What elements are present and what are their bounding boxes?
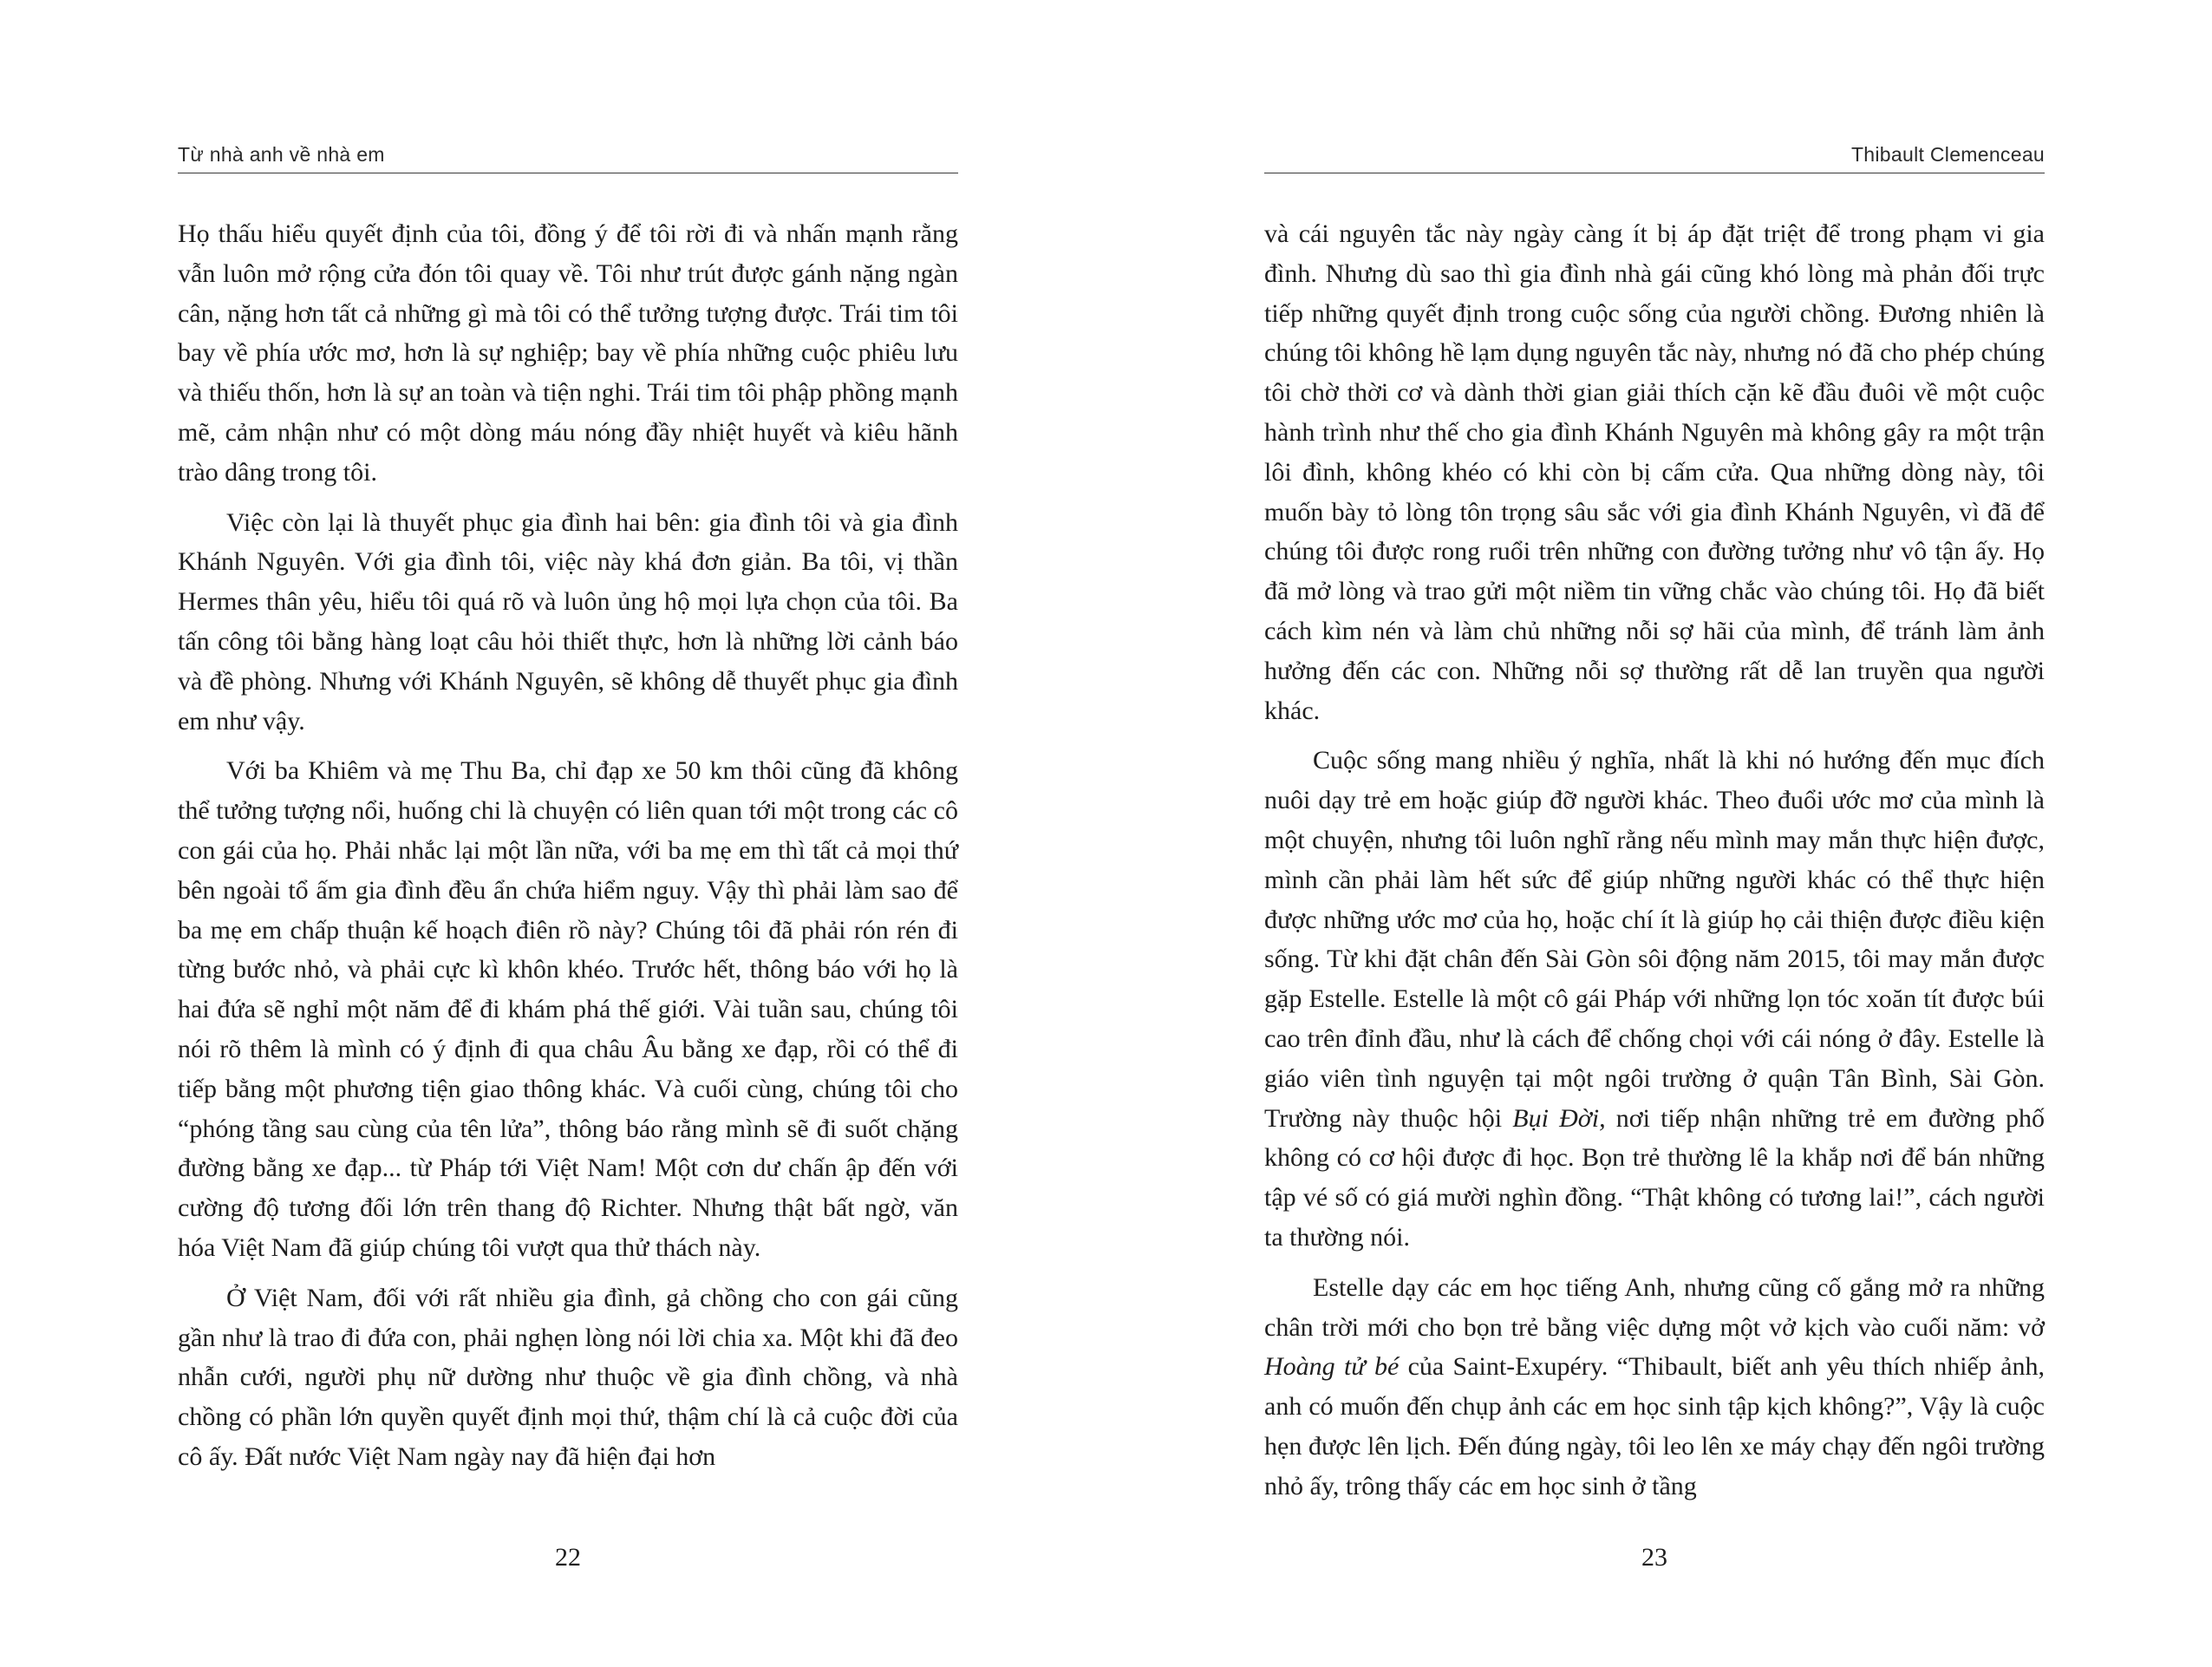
italic-term: Bụi Đời, (1512, 1103, 1606, 1133)
paragraph (1264, 741, 2045, 1257)
paragraph-text: Cuộc sống mang nhiều ý nghĩa, nhất là khi nó hướng đến mục đích nuôi dạy trẻ em hoặc giúp đỡ người khác. Theo đuổi ước mơ của mình là một chuyện, nhưng tôi luôn nghĩ rằng nếu mình may mắn thực hiện được, mình cần phải làm hết sức để giúp những người khác có thể thực hiện được những ước mơ của họ, hoặc chí ít là giúp họ cải thiện được điều kiện sống. Từ khi đặt chân đến Sài Gòn sôi động năm 2015, tôi may mắn được gặp Estelle. Estelle là một cô gái Pháp với những lọn tóc xoăn tít được búi cao trên đỉnh đầu, như là cách để chống chọi với cái nóng ở đây. Estelle là giáo viên tình nguyện tại một ngôi trường ở quận Tân Bình, Sài Gòn. Trường này thuộc hội (1264, 746, 2045, 1133)
paragraph (1264, 1268, 2045, 1507)
paragraph-text: Estelle dạy các em học tiếng Anh, nhưng cũng cố gắng mở ra những chân trời mới cho bọn trẻ bằng việc dựng một vở kịch vào cuối năm: vở (1264, 1272, 2045, 1342)
paragraph: Với ba Khiêm và mẹ Thu Ba, chỉ đạp xe 50 km thôi cũng đã không thể tưởng tượng nổi, huống chi là chuyện có liên quan tới một trong các cô con gái của họ. Phải nhắc lại một lần nữa, với ba mẹ em thì tất cả mọi thứ bên ngoài tổ ấm gia đình đều ẩn chứa hiểm nguy. Vậy thì phải làm sao để ba mẹ em chấp thuận kế hoạch điên rồ này? Chúng tôi đã phải rón rén đi từng bước nhỏ, và phải cực kì khôn khéo. Trước hết, thông báo với họ là hai đứa sẽ nghỉ một năm để đi khám phá thế giới. Vài tuần sau, chúng tôi nói rõ thêm là mình có ý định đi qua châu Âu bằng xe đạp, rồi có thể đi tiếp bằng một phương tiện giao thông khác. Và cuối cùng, chúng tôi cho “phóng tầng sau cùng của tên lửa”, thông báo rằng mình sẽ đi suốt chặng đường bằng xe đạp... từ Pháp tới Việt Nam! Một cơn dư chấn ập đến với cường độ tương đối lớn trên thang độ Richter. Nhưng thật bất ngờ, văn hóa Việt Nam đã giúp chúng tôi vượt qua thử thách này. (178, 756, 958, 1262)
page-number: 23 (1641, 1543, 1667, 1572)
paragraph-text: của Saint-Exupéry. “Thibault, biết anh yêu thích nhiếp ảnh, anh có muốn đến chụp ảnh các em học sinh tập kịch không?”, Vậy là cuộc hẹn được lên lịch. Đến đúng ngày, tôi leo lên xe máy chạy đến ngôi trường nhỏ ấy, trông thấy các em học sinh ở tầng (1264, 1352, 2045, 1500)
paragraph: Ở Việt Nam, đối với rất nhiều gia đình, gả chồng cho con gái cũng gần như là trao đi đứa con, phải nghẹn lòng nói lời chia xa. Một khi đã đeo nhẫn cưới, người phụ nữ dường như thuộc về gia đình chồng, và nhà chồng có phần lớn quyền quyết định mọi thứ, thậm chí là cả cuộc đời của cô ấy. Đất nước Việt Nam ngày nay đã hiện đại hơn (178, 1283, 958, 1471)
running-head-right (1264, 139, 2045, 173)
paragraph: Việc còn lại là thuyết phục gia đình hai bên: gia đình tôi và gia đình Khánh Nguyên. Với gia đình tôi, việc này khá đơn giản. Ba tôi, vị thần Hermes thân yêu, hiểu tôi quá rõ và luôn ủng hộ mọi lựa chọn của tôi. Ba tấn công tôi bằng hàng loạt câu hỏi thiết thực, hơn là những lời cảnh báo và đề phòng. Nhưng với Khánh Nguyên, sẽ không dễ thuyết phục gia đình em như vậy. (178, 507, 958, 735)
running-head-left (178, 139, 958, 173)
running-head-title: Từ nhà anh về nhà em (178, 143, 385, 166)
left-page (178, 0, 958, 1667)
right-page (1264, 0, 2045, 1667)
page-number: 22 (555, 1543, 581, 1572)
paragraph: Họ thấu hiểu quyết định của tôi, đồng ý để tôi rời đi và nhấn mạnh rằng vẫn luôn mở rộng cửa đón tôi quay về. Tôi như trút được gánh nặng ngàn cân, nặng hơn tất cả những gì mà tôi có thể tưởng tượng được. Trái tim tôi bay về phía ước mơ, hơn là sự nghiệp; bay về phía những cuộc phiêu lưu và thiếu thốn, hơn là sự an toàn và tiện nghi. Trái tim tôi phập phồng mạnh mẽ, cảm nhận như có một dòng máu nóng đầy nhiệt huyết và kiêu hãnh trào dâng trong tôi. (178, 219, 958, 487)
left-page-body (178, 214, 958, 1487)
book-title: Hoàng tử bé (1264, 1352, 1400, 1382)
paragraph-text: nơi tiếp nhận những trẻ em đường phố không có cơ hội được đi học. Bọn trẻ thường lê la khắp nơi để bán những tập vé số có giá mười nghìn đồng. “Thật không có tương lai!”, cách người ta thường nói. (1264, 1103, 2046, 1252)
running-head-author: Thibault Clemenceau (1850, 143, 2045, 166)
right-page-body (1264, 214, 2045, 1517)
paragraph: và cái nguyên tắc này ngày càng ít bị áp đặt triệt để trong phạm vi gia đình. Nhưng dù sao thì gia đình nhà gái cũng khó lòng mà phản đối trực tiếp những quyết định trong cuộc sống của người chồng. Đương nhiên là chúng tôi không hề lạm dụng nguyên tắc này, nhưng nó đã cho phép chúng tôi chờ thời cơ và dành thời gian giải thích cặn kẽ đầu đuôi về một cuộc hành trình như thế cho gia đình Khánh Nguyên mà không gây ra một trận lôi đình, không khéo có khi còn bị cấm cửa. Qua những dòng này, tôi muốn bày tỏ lòng tôn trọng sâu sắc với gia đình Khánh Nguyên, vì đã để chúng tôi được rong ruổi trên những con đường tưởng như vô tận ấy. Họ đã mở lòng và trao gửi một niềm tin vững chắc vào chúng tôi. Họ đã biết cách kìm nén và làm chủ những nỗi sợ hãi của mình, để tránh làm ảnh hưởng đến các con. Những nỗi sợ thường rất dễ lan truyền qua người khác. (1264, 219, 2045, 725)
